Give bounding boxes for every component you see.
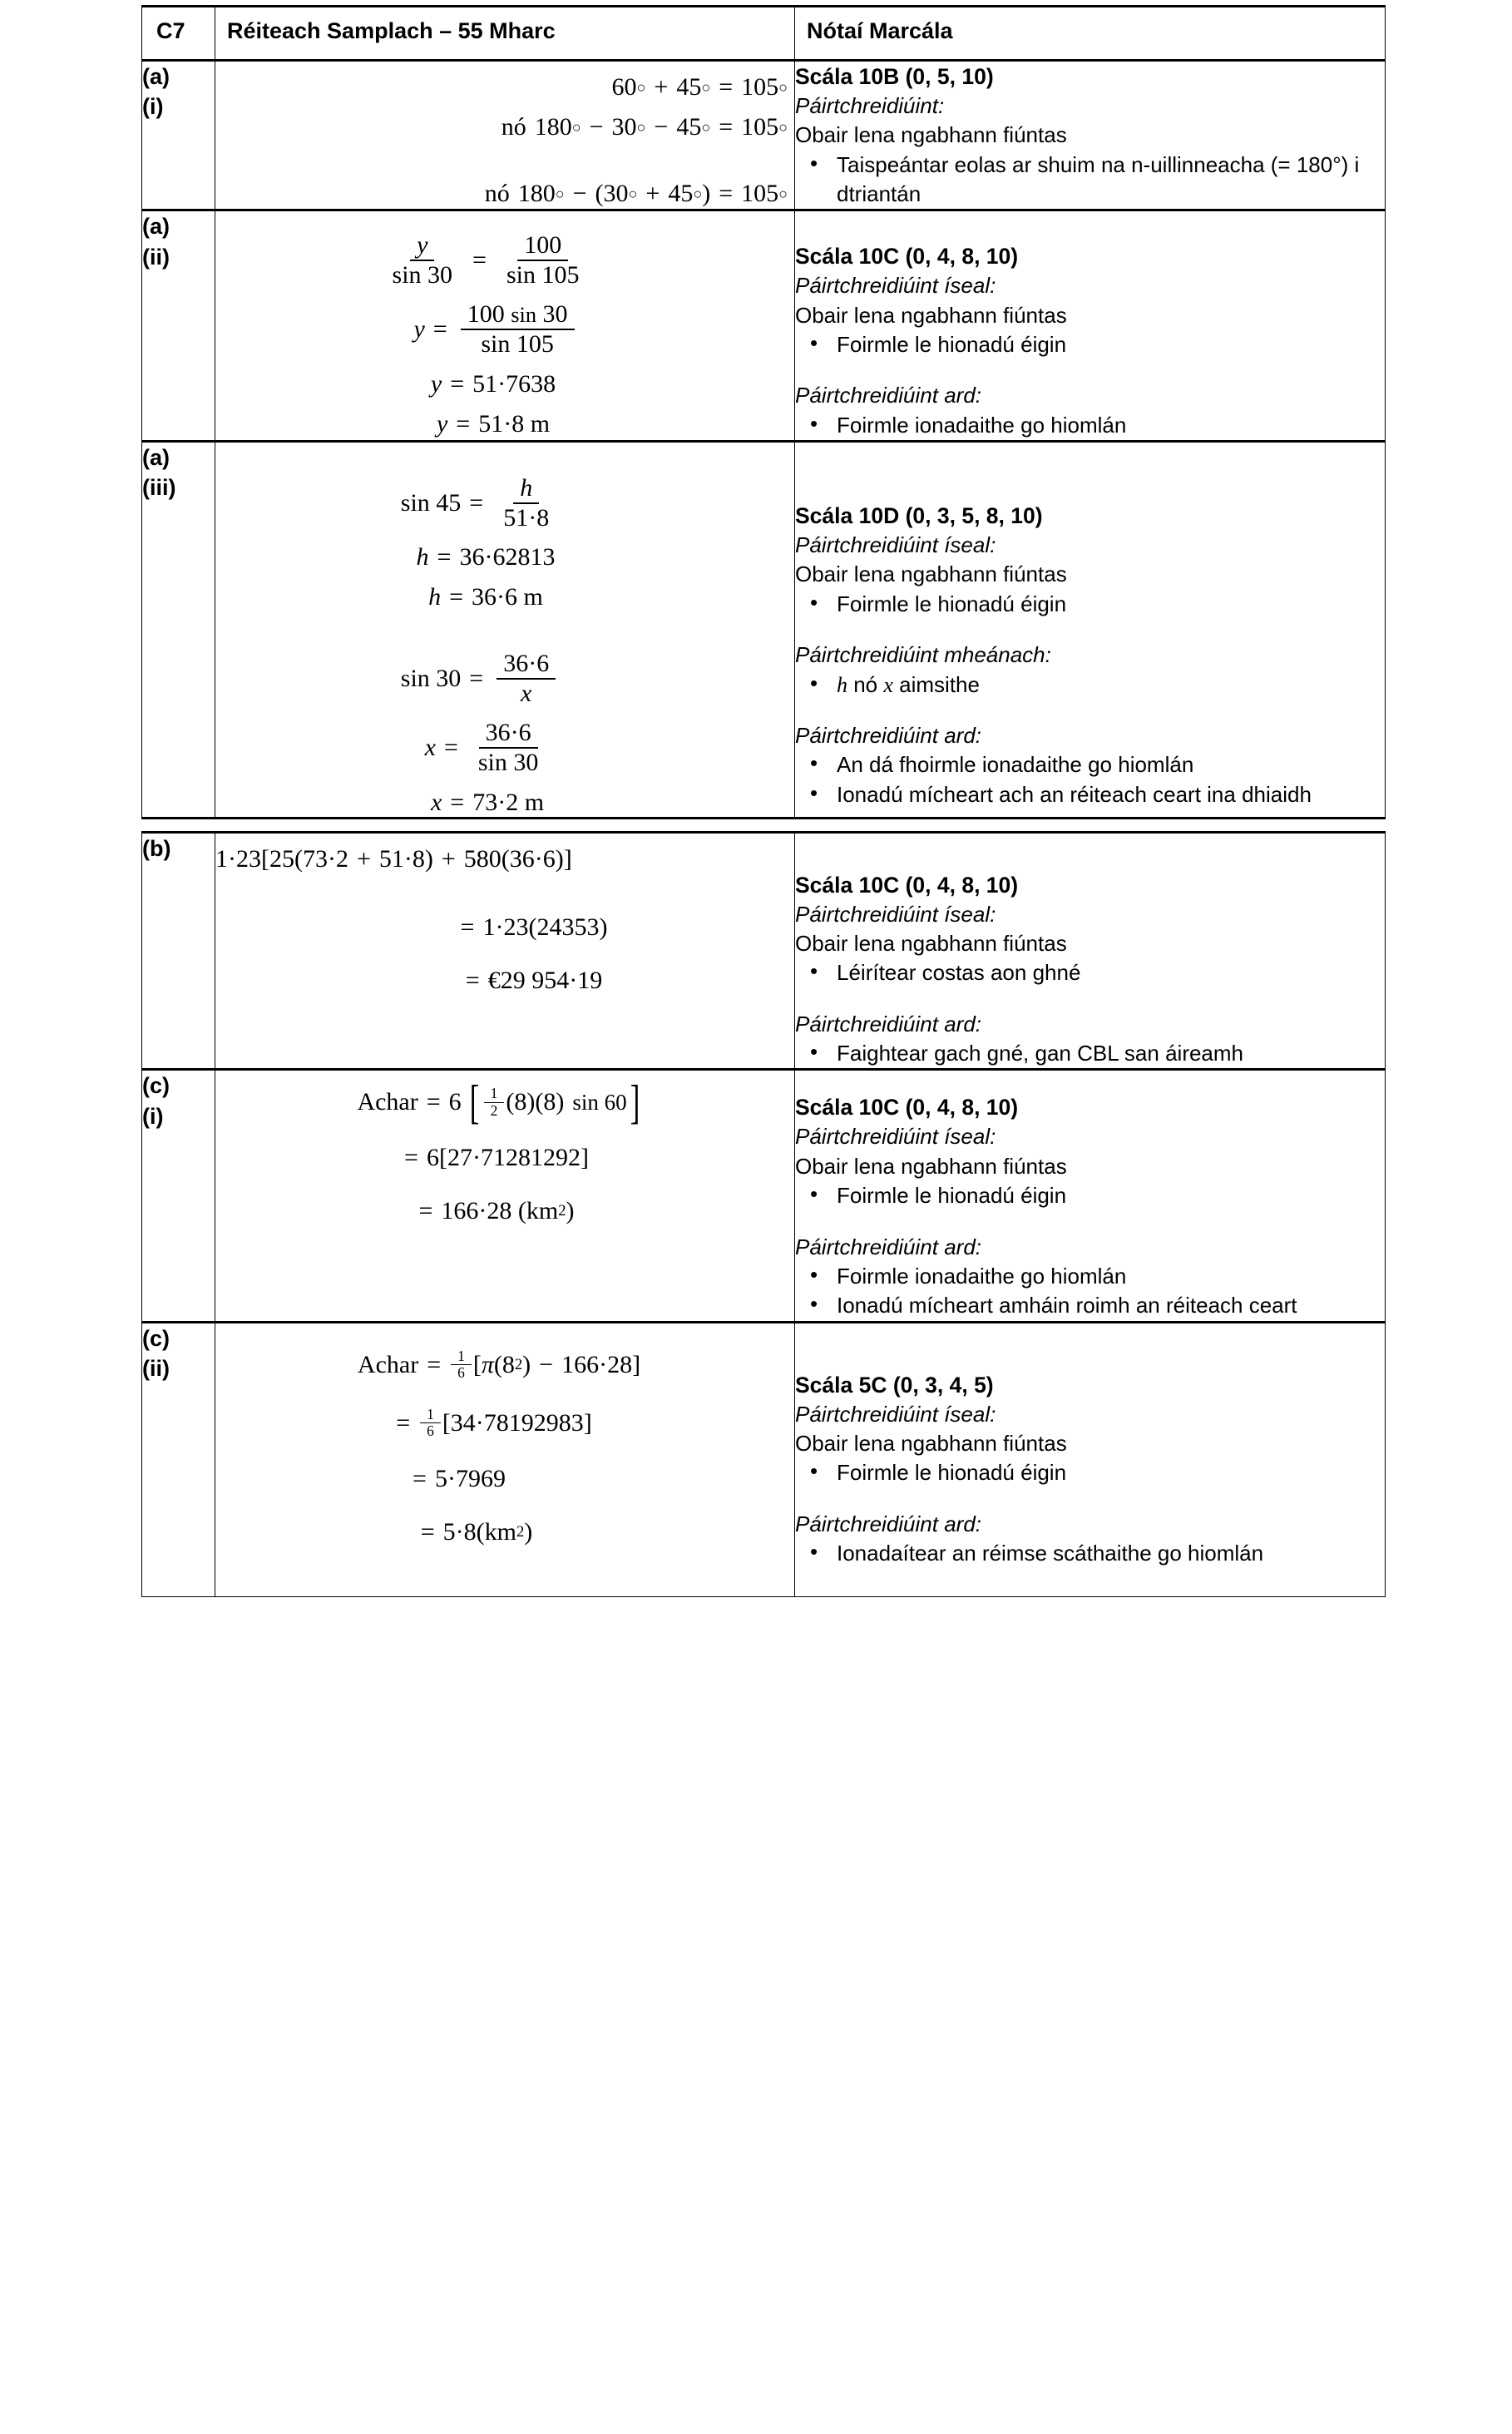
partial-credit-bullets xyxy=(798,1262,1385,1321)
row-label-sub: (ii) xyxy=(142,244,170,270)
row-label-a-i xyxy=(142,60,215,210)
partial-credit-heading: Páirtchreidiúint mheánach: xyxy=(795,642,1051,668)
partial-credit-heading: Páirtchreidiúint íseal: xyxy=(795,532,996,558)
partial-credit-subheading: Obair lena ngabhann fiúntas xyxy=(795,1431,1067,1457)
equation-c-ii-2: = $\frac{1}{6}$ [34·78192983] xyxy=(396,1405,592,1440)
row-label-part: (b) xyxy=(142,835,171,861)
partial-credit-heading: Páirtchreidiúint íseal: xyxy=(795,1124,996,1150)
partial-credit-bullets xyxy=(798,1181,1385,1210)
notes-cell-a-i xyxy=(795,60,1386,210)
list-item: • h nó x aimsithe xyxy=(835,670,1385,700)
marking-scheme-table-part-2 xyxy=(141,831,1386,1597)
table-row-a-i xyxy=(142,60,1386,210)
scale-label-a-ii: Scála 10C (0, 4, 8, 10) xyxy=(795,244,1019,270)
list-item: • Ionadú mícheart amháin roimh an réiteach ceart xyxy=(835,1291,1385,1320)
partial-credit-subheading: Obair lena ngabhann fiúntas xyxy=(795,1153,1067,1179)
row-label-part: (a) xyxy=(142,445,170,471)
row-label-sub: (i) xyxy=(142,1103,164,1129)
partial-credit-heading: Páirtchreidiúint ard: xyxy=(795,1511,981,1536)
list-item: • Foirmle le hionadú éigin xyxy=(835,330,1385,359)
notes-cell-a-ii xyxy=(795,210,1386,442)
partial-credit-bullets xyxy=(798,750,1385,809)
table-row-c-ii xyxy=(142,1322,1386,1596)
partial-credit-bullets xyxy=(798,670,1385,700)
table-row-b xyxy=(142,832,1386,1070)
row-label-sub: (i) xyxy=(142,94,164,120)
equation-c-ii-3: = 5·7969 xyxy=(413,1464,506,1492)
row-label-part: (c) xyxy=(142,1073,170,1099)
partial-credit-heading: Páirtchreidiúint: xyxy=(795,92,945,118)
notes-cell-b xyxy=(795,832,1386,1070)
table-row-a-iii xyxy=(142,442,1386,819)
work-cell-c-i xyxy=(215,1070,795,1322)
row-label-part: (a) xyxy=(142,63,170,89)
work-cell-a-ii xyxy=(215,210,795,442)
marking-scheme-table-part-1 xyxy=(141,5,1386,819)
row-label-a-iii xyxy=(142,442,215,819)
table-row-a-ii xyxy=(142,210,1386,442)
equation-a-i-1: 60 ○ + 45 ○ = 105 ○ xyxy=(611,72,788,101)
scale-label-c-i: Scála 10C (0, 4, 8, 10) xyxy=(795,1095,1019,1121)
scale-label-c-ii: Scála 5C (0, 3, 4, 5) xyxy=(795,1372,994,1398)
list-item: • Foirmle le hionadú éigin xyxy=(835,1458,1385,1487)
partial-credit-bullets xyxy=(798,411,1385,440)
header-question-code: C7 xyxy=(142,7,215,61)
list-item: • Foirmle ionadaithe go hiomlán xyxy=(835,1262,1385,1291)
equation-a-iii-6: x = 73·2 m xyxy=(430,788,545,816)
equation-a-ii-3: y = 51·7638 xyxy=(430,369,556,398)
partial-credit-heading: Páirtchreidiúint ard: xyxy=(795,722,981,748)
row-label-a-ii xyxy=(142,210,215,442)
work-cell-a-i xyxy=(215,60,795,210)
partial-credit-subheading: Obair lena ngabhann fiúntas xyxy=(795,931,1067,956)
partial-credit-heading: Páirtchreidiúint íseal: xyxy=(795,273,996,299)
equation-c-i-2: = 6[27·71281292] xyxy=(404,1144,589,1172)
partial-credit-subheading: Obair lena ngabhann fiúntas xyxy=(795,122,1067,148)
equation-a-iii-3: h = 36·6 m xyxy=(428,583,543,611)
partial-credit-heading: Páirtchreidiúint ard: xyxy=(795,1011,981,1036)
equation-a-iii-4: sin 30 = $\frac{36\cdot 6}{x}$ xyxy=(215,650,794,707)
table-row-c-i xyxy=(142,1070,1386,1322)
notes-cell-c-ii xyxy=(795,1322,1386,1596)
partial-credit-bullets xyxy=(798,1039,1385,1068)
row-label-c-ii xyxy=(142,1322,215,1596)
list-item: • Ionadú mícheart ach an réiteach ceart ina dhiaidh xyxy=(835,780,1385,809)
list-item: • Foirmle le hionadú éigin xyxy=(835,590,1385,619)
equation-c-i-1: Achar = 6 [ $\frac{1}{2}$ (8)(8) sin 60 ] xyxy=(357,1076,640,1129)
equation-b-3: = €29 954·19 xyxy=(465,966,603,994)
equation-a-ii-4: y = 51·8 m xyxy=(436,409,551,438)
list-item: • Foirmle ionadaithe go hiomlán xyxy=(835,411,1385,440)
notes-cell-a-iii xyxy=(795,442,1386,819)
equation-b-1: 1·23[25(73·2 + 51·8) + 580(36·6)] xyxy=(215,844,572,873)
row-label-c-i xyxy=(142,1070,215,1322)
list-item: • Foirmle le hionadú éigin xyxy=(835,1181,1385,1210)
list-item: • Léirítear costas aon ghné xyxy=(835,958,1385,987)
partial-credit-bullets xyxy=(798,958,1385,987)
list-item: • Faightear gach gné, gan CBL san áireamh xyxy=(835,1039,1385,1068)
scale-label-a-iii: Scála 10D (0, 3, 5, 8, 10) xyxy=(795,503,1043,529)
partial-credit-heading: Páirtchreidiúint ard: xyxy=(795,383,981,408)
work-cell-b xyxy=(215,832,795,1070)
equation-a-i-2: nó 180 ○ − 30 ○ − 45 ○ = 105 ○ xyxy=(501,112,788,141)
partial-credit-bullets xyxy=(798,590,1385,619)
header-solution-column: Réiteach Samplach – 55 Mharc xyxy=(215,7,795,61)
scale-label-b: Scála 10C (0, 4, 8, 10) xyxy=(795,872,1019,898)
row-label-part: (c) xyxy=(142,1325,170,1351)
work-cell-a-iii xyxy=(215,442,795,819)
row-label-b xyxy=(142,832,215,1070)
partial-credit-heading: Páirtchreidiúint íseal: xyxy=(795,1401,996,1427)
partial-credit-heading: Páirtchreidiúint íseal: xyxy=(795,901,996,927)
equation-a-i-3: nó 180 ○ − (30 ○ + 45 ○ ) = 105 ○ xyxy=(484,179,788,207)
equation-c-ii-1: Achar = $\frac{1}{6}$ [ π (8 2 ) − 166·28] xyxy=(357,1347,641,1382)
partial-credit-heading: Páirtchreidiúint ard: xyxy=(795,1234,981,1259)
row-label-sub: (ii) xyxy=(142,1356,170,1382)
notes-cell-c-i xyxy=(795,1070,1386,1322)
partial-credit-subheading: Obair lena ngabhann fiúntas xyxy=(795,302,1067,328)
equation-c-i-3: = 166·28 (km 2 ) xyxy=(418,1197,575,1225)
partial-credit-bullets xyxy=(798,330,1385,359)
table-header-row xyxy=(142,7,1386,61)
partial-credit-bullets xyxy=(798,1539,1385,1568)
row-label-sub: (iii) xyxy=(142,475,176,501)
equation-c-ii-4: = 5·8(km 2 ) xyxy=(420,1517,533,1546)
equation-a-iii-2: h = 36·62813 xyxy=(416,543,556,571)
equation-a-ii-2: y = $\frac{100 \sin 30}{\sin 105}$ xyxy=(215,300,794,358)
list-item: • Ionadaítear an réimse scáthaithe go hiomlán xyxy=(835,1539,1385,1568)
partial-credit-bullets xyxy=(798,1458,1385,1487)
equation-a-iii-5: x = $\frac{36\cdot 6}{\sin 30}$ xyxy=(424,719,539,777)
equation-b-2: = 1·23(24353) xyxy=(460,913,608,941)
equation-a-ii-1: $\frac{y}{\sin 30}$ = $\frac{100}{\sin 105}$ xyxy=(392,231,580,289)
list-item: • An dá fhoirmle ionadaithe go hiomlán xyxy=(835,750,1385,779)
work-cell-c-ii xyxy=(215,1322,795,1596)
scale-label-a-i: Scála 10B (0, 5, 10) xyxy=(795,63,994,89)
list-item: • Taispeántar eolas ar shuim na n-uillinneacha (= 180°) i dtriantán xyxy=(835,151,1385,210)
equation-a-iii-1: sin 45 = $\frac{h}{51\cdot 8}$ xyxy=(400,474,550,532)
row-label-part: (a) xyxy=(142,214,170,240)
partial-credit-bullets xyxy=(798,151,1385,210)
header-notes-column: Nótaí Marcála xyxy=(795,7,1386,61)
partial-credit-subheading: Obair lena ngabhann fiúntas xyxy=(795,562,1067,587)
